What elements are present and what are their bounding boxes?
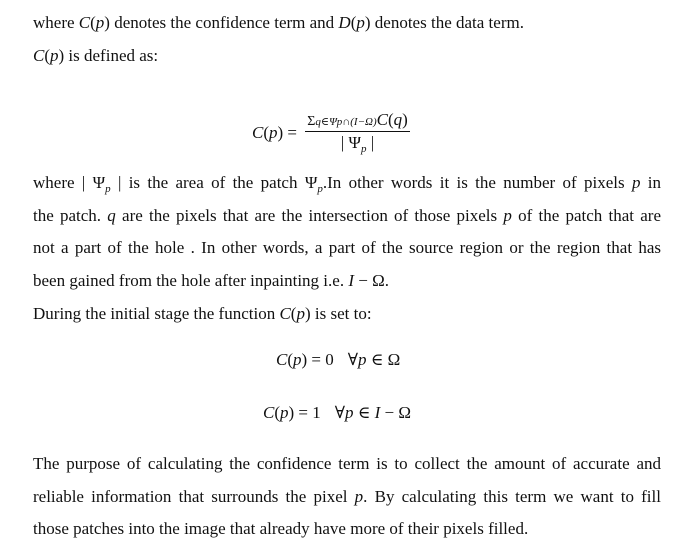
math-symbol: p: [296, 304, 305, 323]
equation-lhs: [252, 123, 297, 143]
math-symbol: p: [354, 487, 364, 506]
math-symbol: q: [393, 110, 403, 129]
math-symbol: C: [263, 403, 275, 422]
math-symbol: p: [280, 403, 289, 422]
math-symbol: I: [348, 271, 355, 290]
math-symbol: q: [107, 206, 116, 225]
text-run: (: [263, 122, 270, 142]
text-line: [33, 271, 673, 291]
text-line: [33, 173, 661, 199]
math-symbol: C: [276, 350, 288, 369]
text-run: (: [350, 13, 357, 32]
text-run: ∈: [353, 403, 375, 422]
text-run: During the initial stage the function: [33, 304, 280, 323]
math-symbol: p: [503, 206, 512, 225]
text-run: ): [402, 110, 408, 129]
text-run: the patch.: [33, 206, 108, 225]
text-run: |: [340, 133, 349, 152]
text-line: [33, 13, 673, 33]
fraction-denominator: [305, 132, 410, 155]
sum-symbol: Σ: [307, 114, 316, 129]
text-run: (: [90, 13, 96, 32]
math-symbol: p: [358, 350, 367, 369]
math-symbol: p: [95, 13, 105, 32]
initial-confidence-source-equation: [263, 403, 411, 423]
math-symbol: C: [33, 46, 45, 65]
text-run: reliable information that surrounds the pixel: [33, 487, 355, 506]
text-run: (: [274, 403, 281, 422]
text-run: ) is set to:: [304, 304, 372, 323]
text-run: where: [33, 13, 79, 32]
text-run: been gained from the hole after inpainting i.e.: [33, 271, 349, 290]
text-run: − Ω: [380, 403, 412, 422]
text-run: (: [387, 110, 394, 129]
text-line: [33, 206, 661, 226]
confidence-equation: [252, 110, 410, 155]
math-symbol: C: [279, 304, 291, 323]
text-run: ) denotes the data term.: [364, 13, 524, 32]
text-run: ) = 0: [301, 350, 334, 369]
math-symbol: Ψ: [348, 133, 362, 152]
math-symbol: p: [293, 350, 302, 369]
text-run: are the pixels that are the intersection of those pixels: [115, 206, 504, 225]
subscript: p: [361, 143, 367, 155]
math-symbol: p: [356, 13, 365, 32]
forall-symbol: ∀: [334, 403, 346, 422]
text-line: [33, 46, 673, 66]
math-symbol: D: [338, 13, 351, 32]
math-symbol: C: [252, 122, 264, 142]
fraction: [305, 110, 410, 155]
text-line: [33, 487, 661, 507]
text-run: − Ω.: [354, 271, 389, 290]
math-symbol: C: [78, 13, 91, 32]
text-run: . By calculating this term we want to fill: [363, 487, 661, 506]
math-symbol: p: [269, 122, 278, 142]
fraction-numerator: [305, 110, 410, 132]
text-run: ) is defined as:: [58, 46, 159, 65]
text-run: ) = 1: [288, 403, 321, 422]
text-line: The purpose of calculating the confidence term is to collect the amount of accurate and: [33, 454, 661, 473]
text-line: [33, 304, 673, 324]
text-run: ∈ Ω: [366, 350, 401, 369]
sum-subscript: q∈Ψp∩(I−Ω): [315, 116, 377, 128]
text-run: in: [640, 173, 662, 192]
initial-confidence-hole-equation: [276, 350, 400, 370]
text-run: of the patch that are: [511, 206, 661, 225]
forall-symbol: ∀: [347, 350, 359, 369]
subscript: p: [105, 183, 111, 195]
math-symbol: p: [50, 46, 59, 65]
text-run: |: [366, 133, 375, 152]
text-run: ) denotes the confidence term and: [104, 13, 339, 32]
text-run: .In other words it is the number of pixels: [322, 173, 632, 192]
math-symbol: Ψ: [304, 173, 318, 192]
text-run: (: [287, 350, 294, 369]
math-symbol: C: [376, 110, 388, 129]
text-run: ) =: [277, 122, 298, 142]
math-symbol: p: [631, 173, 641, 192]
text-line: not a part of the hole . In other words, a part of the source region or the region that has: [33, 238, 661, 257]
subscript: p: [317, 183, 323, 195]
text-run: (: [290, 304, 297, 323]
math-symbol: I: [374, 403, 381, 422]
text-run: | is the area of the patch: [110, 173, 305, 192]
text-line: those patches into the image that already have more of their pixels filled.: [33, 519, 529, 538]
math-symbol: Ψ: [92, 173, 106, 192]
text-run: where |: [33, 173, 93, 192]
math-symbol: p: [345, 403, 354, 422]
text-run: (: [44, 46, 51, 65]
